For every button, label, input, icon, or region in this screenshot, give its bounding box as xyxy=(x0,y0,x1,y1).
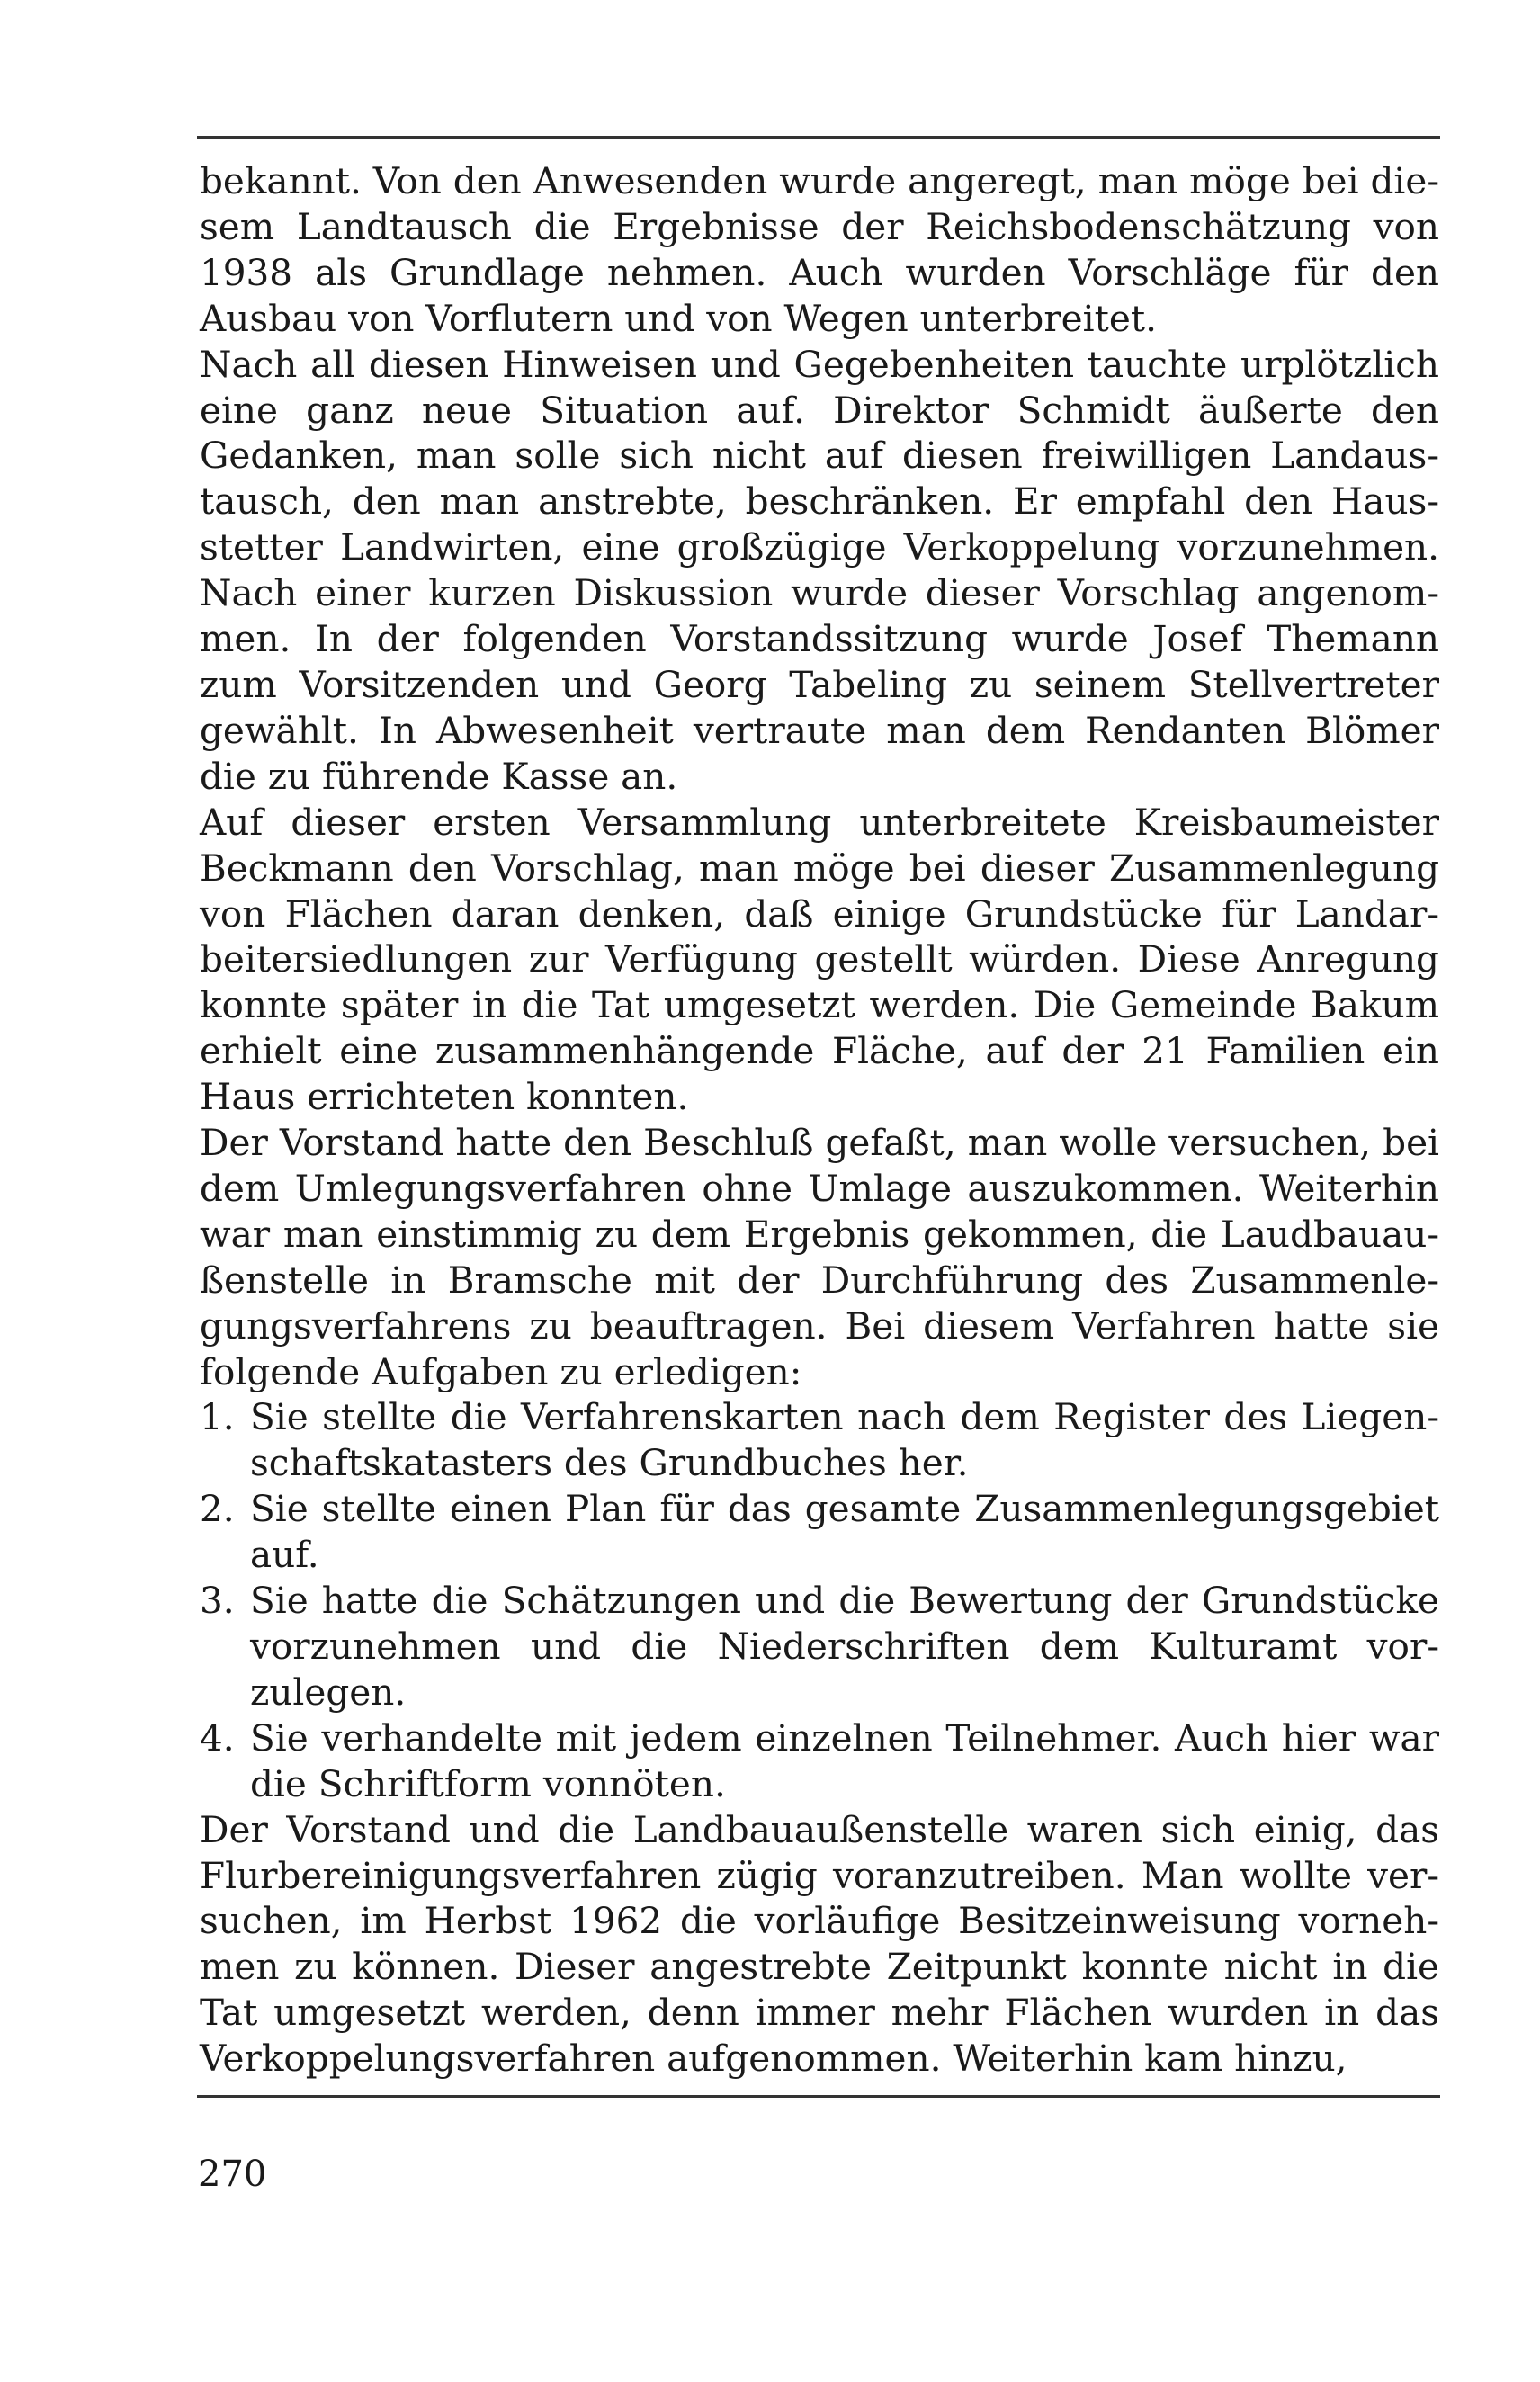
list-item-number: 4. xyxy=(200,1715,235,1760)
list-item-number: 2. xyxy=(200,1487,235,1531)
list-item-number: 3. xyxy=(200,1579,235,1623)
paragraph-2: Nach all diesen Hinweisen und Gegebenheiten tauchte urplötzlich eine ganz neue Situation auf. Direktor Schmidt äußerte den Gedanken, man solle sich nicht auf diesen freiwilligen Landaustausch, den man anstrebte, beschränken. Er empfahl den Hausstetter Landwirten, eine großzügige Verkoppelung vorzunehmen. Nach einer kurzen Diskussion wurde dieser Vorschlag angenommen. In der folgenden Vorstandssitzung wurde Josef Themann zum Vorsitzenden und Georg Tabeling zu seinem Stellvertreter gewählt. In Abwesenheit vertraute man dem Rendanten Blömer die zu führende Kasse an. xyxy=(200,342,1439,798)
list-item xyxy=(200,1715,1439,1807)
bottom-rule xyxy=(197,2095,1440,2098)
list-item-text: Sie hatte die Schätzungen und die Bewertung der Grundstücke vorzunehmen und die Niederschriften dem Kulturamt vorzulegen. xyxy=(250,1579,1439,1714)
list-item xyxy=(200,1486,1439,1578)
list-item xyxy=(200,1394,1439,1486)
body-text xyxy=(200,158,1439,2082)
list-item-number: 1. xyxy=(200,1395,235,1439)
top-rule xyxy=(197,136,1440,139)
paragraph-1: bekannt. Von den Anwesenden wurde angeregt, man möge bei diesem Landtausch die Ergebnisse der Reichsbodenschätzung von 1938 als Grundlage nehmen. Auch wurden Vorschläge für den Ausbau von Vorflutern und von Wegen unterbreitet. xyxy=(200,159,1439,340)
closing-paragraph: Der Vorstand und die Landbauaußenstelle waren sich einig, das Flurbereinigungsverfahren zügig voranzutreiben. Man wollte versuchen, im Herbst 1962 die vorläufige Besitzeinweisung vornehmen zu können. Dieser angestrebte Zeitpunkt konnte nicht in die Tat umgesetzt werden, denn immer mehr Flächen wurden in das Verkoppelungsverfahren aufgenommen. Weiterhin kam hinzu, xyxy=(200,1807,1439,2081)
page-number: 270 xyxy=(198,2154,267,2195)
list-item-text: Sie stellte die Verfahrenskarten nach dem Register des Liegenschaftskatasters des Grundbuches her. xyxy=(250,1395,1439,1485)
list-item-text: Sie verhandelte mit jedem einzelnen Teilnehmer. Auch hier war die Schriftform vonnöten. xyxy=(250,1715,1439,1805)
list-item-text: Sie stellte einen Plan für das gesamte Zusammenlegungsgebiet auf. xyxy=(250,1487,1439,1577)
list-item xyxy=(200,1578,1439,1715)
paragraph-4: Der Vorstand hatte den Beschluß gefaßt, man wolle versuchen, bei dem Umlegungsverfahren ohne Umlage auszukommen. Weiterhin war man einstimmig zu dem Ergebnis gekommen, die Laudbauaußenstelle in Bramsche mit der Durchführung des Zusammenlegungsverfahrens zu beauftragen. Bei diesem Verfahren hatte sie folgende Aufgaben zu erledigen: xyxy=(200,1121,1439,1393)
paragraph-3: Auf dieser ersten Versammlung unterbreitete Kreisbaumeister Beckmann den Vorschlag, man möge bei dieser Zusammenlegung von Flächen daran denken, daß einige Grundstücke für Landarbeitersiedlungen zur Verfügung gestellt würden. Diese Anregung konnte später in die Tat umgesetzt werden. Die Gemeinde Bakum erhielt eine zusammenhängende Fläche, auf der 21 Familien ein Haus errichteten konnten. xyxy=(200,800,1439,1119)
task-list xyxy=(200,1394,1439,1806)
